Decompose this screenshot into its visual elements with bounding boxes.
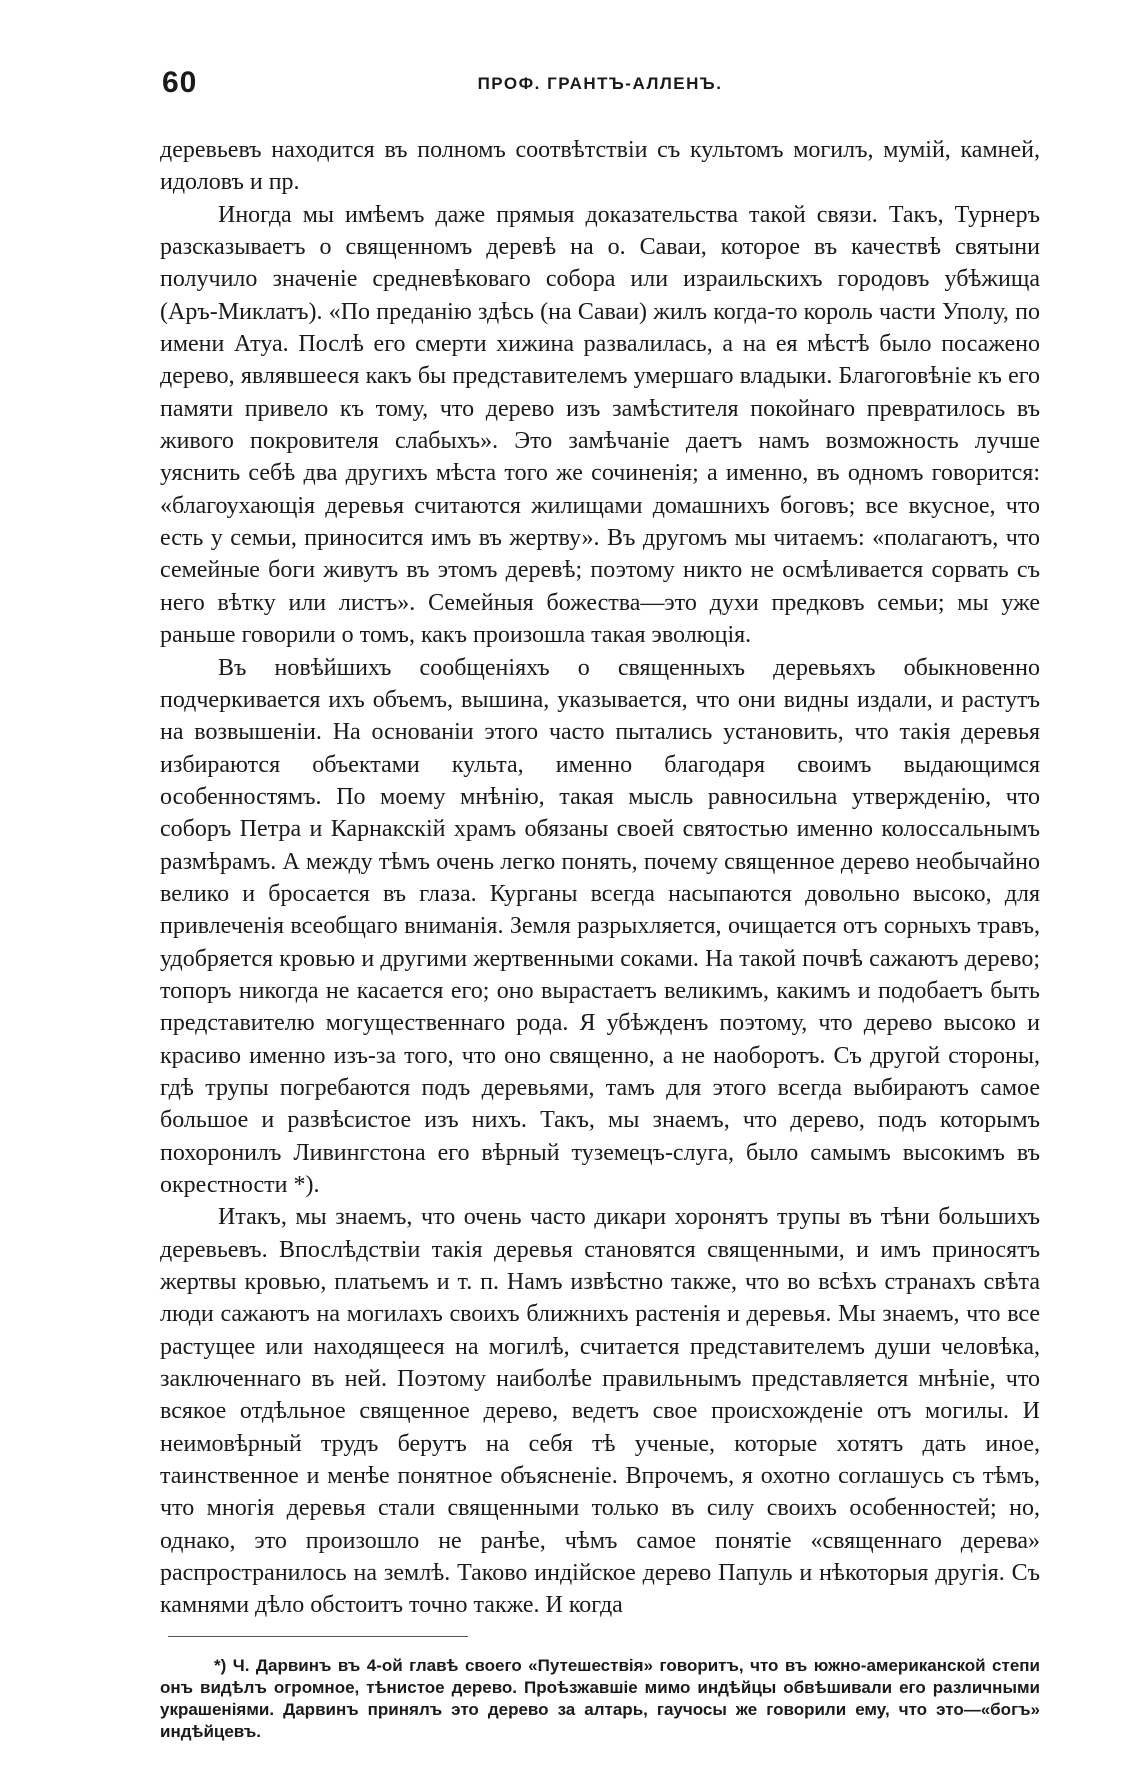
book-page	[160, 60, 1040, 1743]
footnote	[160, 1655, 1040, 1743]
footnote-divider	[168, 1636, 468, 1637]
paragraph-continued: деревьевъ находится въ полномъ соотвѣтствіи съ культомъ могилъ, мумій, камней, идоловъ и пр.	[160, 137, 1040, 196]
running-title: ПРОФ. ГРАНТЪ-АЛЛЕНЪ.	[477, 74, 723, 93]
paragraph: Иногда мы имѣемъ даже прямыя доказательства такой связи. Такъ, Турнеръ разсказываетъ о священномъ деревѣ на о. Саваи, которое въ качествѣ святыни получило значеніе средневѣковаго собора или израильскихъ городовъ убѣжища (Аръ-Миклатъ). «По преданію здѣсь (на Саваи) жилъ когда-то король части Уполу, по имени Атуа. Послѣ его смерти хижина развалилась, а на ея мѣстѣ было посажено дерево, являвшееся какъ бы представителемъ умершаго владыки. Благоговѣніе къ его памяти привело къ тому, что дерево изъ замѣстителя покойнаго превратилось въ живого покровителя слабыхъ». Это замѣчаніе даетъ намъ возможность лучше уяснить себѣ два другихъ мѣста того же сочиненія; а именно, въ одномъ говорится: «благоухающія деревья считаются жилищами домашнихъ боговъ; все вкусное, что есть у семьи, приносится имъ въ жертву». Въ другомъ мы читаемъ: «полагаютъ, что семейные боги живутъ въ этомъ деревѣ; поэтому никто не осмѣливается сорвать съ него вѣтку или листъ». Семейныя божества—это духи предковъ семьи; мы уже раньше говорили о томъ, какъ произошла такая эволюція.	[160, 201, 1040, 649]
running-head	[160, 60, 1040, 108]
footnote-text: *) Ч. Дарвинъ въ 4-ой главѣ своего «Путешествія» говоритъ, что въ южно-американской степи онъ видѣлъ огромное, тѣнистое дерево. Проѣзжавшіе мимо индѣйцы обвѣшивали его различными украшеніями. Дарвинъ принялъ это дерево за алтарь, гаучосы же говорили ему, что это—«богъ» индѣйцевъ.	[160, 1655, 1040, 1741]
paragraph: Въ новѣйшихъ сообщеніяхъ о священныхъ деревьяхъ обыкновенно подчеркивается ихъ объемъ, вышина, указывается, что они видны издали, и растутъ на возвышеніи. На основаніи этого часто пытались установить, что такія деревья избираются объектами культа, именно благодаря своимъ выдающимся особенностямъ. По моему мнѣнію, такая мысль равносильна утвержденію, что соборъ Петра и Карнакскій храмъ обязаны своей святостью именно колоссальнымъ размѣрамъ. А между тѣмъ очень легко понять, почему священное дерево необычайно велико и бросается въ глаза. Курганы всегда насыпаются довольно высоко, для привлеченія всеобщаго вниманія. Земля разрыхляется, очищается отъ сорныхъ травъ, удобряется кровью и другими жертвенными соками. На такой почвѣ сажаютъ дерево; топоръ никогда не касается его; оно вырастаетъ великимъ, какимъ и подобаетъ быть представителю могущественнаго рода. Я убѣжденъ поэтому, что дерево высоко и красиво именно изъ-за того, что оно священно, а не наоборотъ. Съ другой стороны, гдѣ трупы погребаются подъ деревьями, тамъ для этого всегда выбираютъ самое большое и развѣсистое изъ нихъ. Такъ, мы знаемъ, что дерево, подъ которымъ похоронилъ Ливингстона его вѣрный туземецъ-слуга, было самымъ высокимъ въ окрестности *).	[160, 654, 1040, 1198]
body-text	[160, 134, 1040, 1622]
paragraph: Итакъ, мы знаемъ, что очень часто дикари хоронятъ трупы въ тѣни большихъ деревьевъ. Впослѣдствіи такія деревья становятся священными, и имъ приносятъ жертвы кровью, платьемъ и т. п. Намъ извѣстно также, что во всѣхъ странахъ свѣта люди сажаютъ на могилахъ своихъ ближнихъ растенія и деревья. Мы знаемъ, что все растущее или находящееся на могилѣ, считается представителемъ души человѣка, заключеннаго въ ней. Поэтому наиболѣе правильнымъ представляется мнѣніе, что всякое отдѣльное священное дерево, ведетъ свое происхожденіе отъ могилы. И неимовѣрный трудъ берутъ на себя тѣ ученые, которые хотятъ дать иное, таинственное и менѣе понятное объясненіе. Впрочемъ, я охотно соглашусь съ тѣмъ, что многія деревья стали священными только въ силу своихъ особенностей; но, однако, это произошло не ранѣе, чѣмъ самое понятіе «священнаго дерева» распространилось на землѣ. Таково индійское дерево Папуль и нѣкоторыя другія. Съ камнями дѣло обстоитъ точно также. И когда	[160, 1204, 1040, 1619]
page-number: 60	[162, 66, 198, 99]
